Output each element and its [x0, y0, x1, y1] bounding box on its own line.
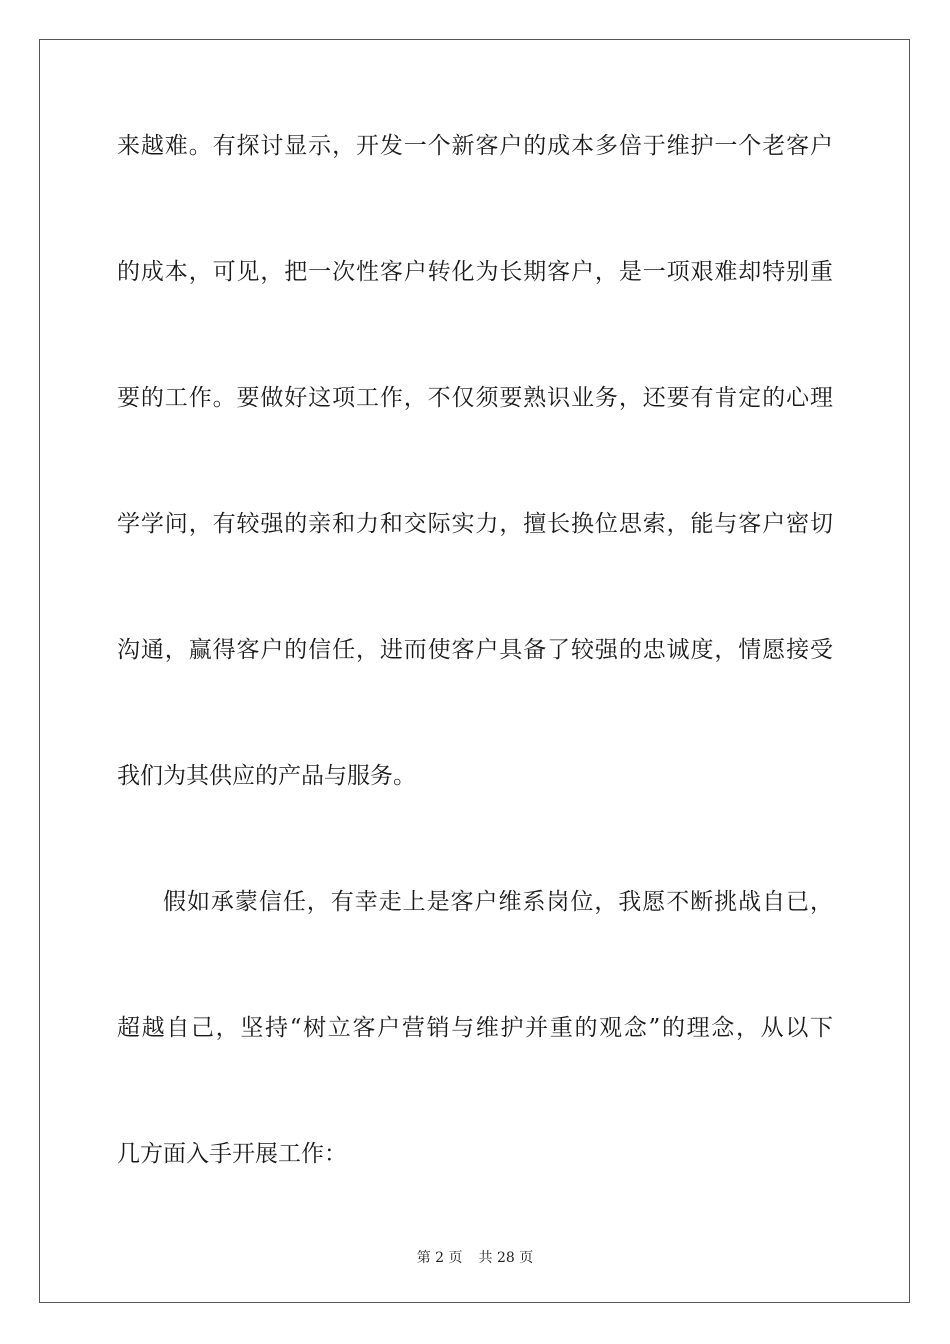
paragraph-1-line-4: 学学问，有较强的亲和力和交际实力，擅长换位思索，能与客户密切 — [117, 511, 833, 537]
paragraph-1-line-3: 要的工作。要做好这项工作，不仅须要熟识业务，还要有肯定的心理 — [117, 385, 833, 411]
page-total: 共 28 页 — [478, 1250, 534, 1266]
page-footer — [0, 1247, 950, 1267]
document-body — [117, 125, 833, 1259]
page-number: 第 2 页 — [416, 1250, 463, 1266]
paragraph-1-line-2: 的成本，可见，把一次性客户转化为长期客户，是一项艰难却特别重 — [117, 259, 833, 285]
paragraph-2-line-1: 假如承蒙信任，有幸走上是客户维系岗位，我愿不断挑战自已， — [163, 889, 833, 915]
paragraph-2-line-3: 几方面入手开展工作： — [117, 1141, 347, 1167]
paragraph-1-line-1: 来越难。有探讨显示，开发一个新客户的成本多倍于维护一个老客户 — [117, 133, 833, 159]
paragraph-1-line-6: 我们为其供应的产品与服务。 — [117, 763, 416, 789]
paragraph-2-line-2: 超越自己，坚持“树立客户营销与维护并重的观念”的理念，从以下 — [117, 1015, 833, 1041]
paragraph-1-line-5: 沟通，赢得客户的信任，进而使客户具备了较强的忠诚度，情愿接受 — [117, 637, 833, 663]
